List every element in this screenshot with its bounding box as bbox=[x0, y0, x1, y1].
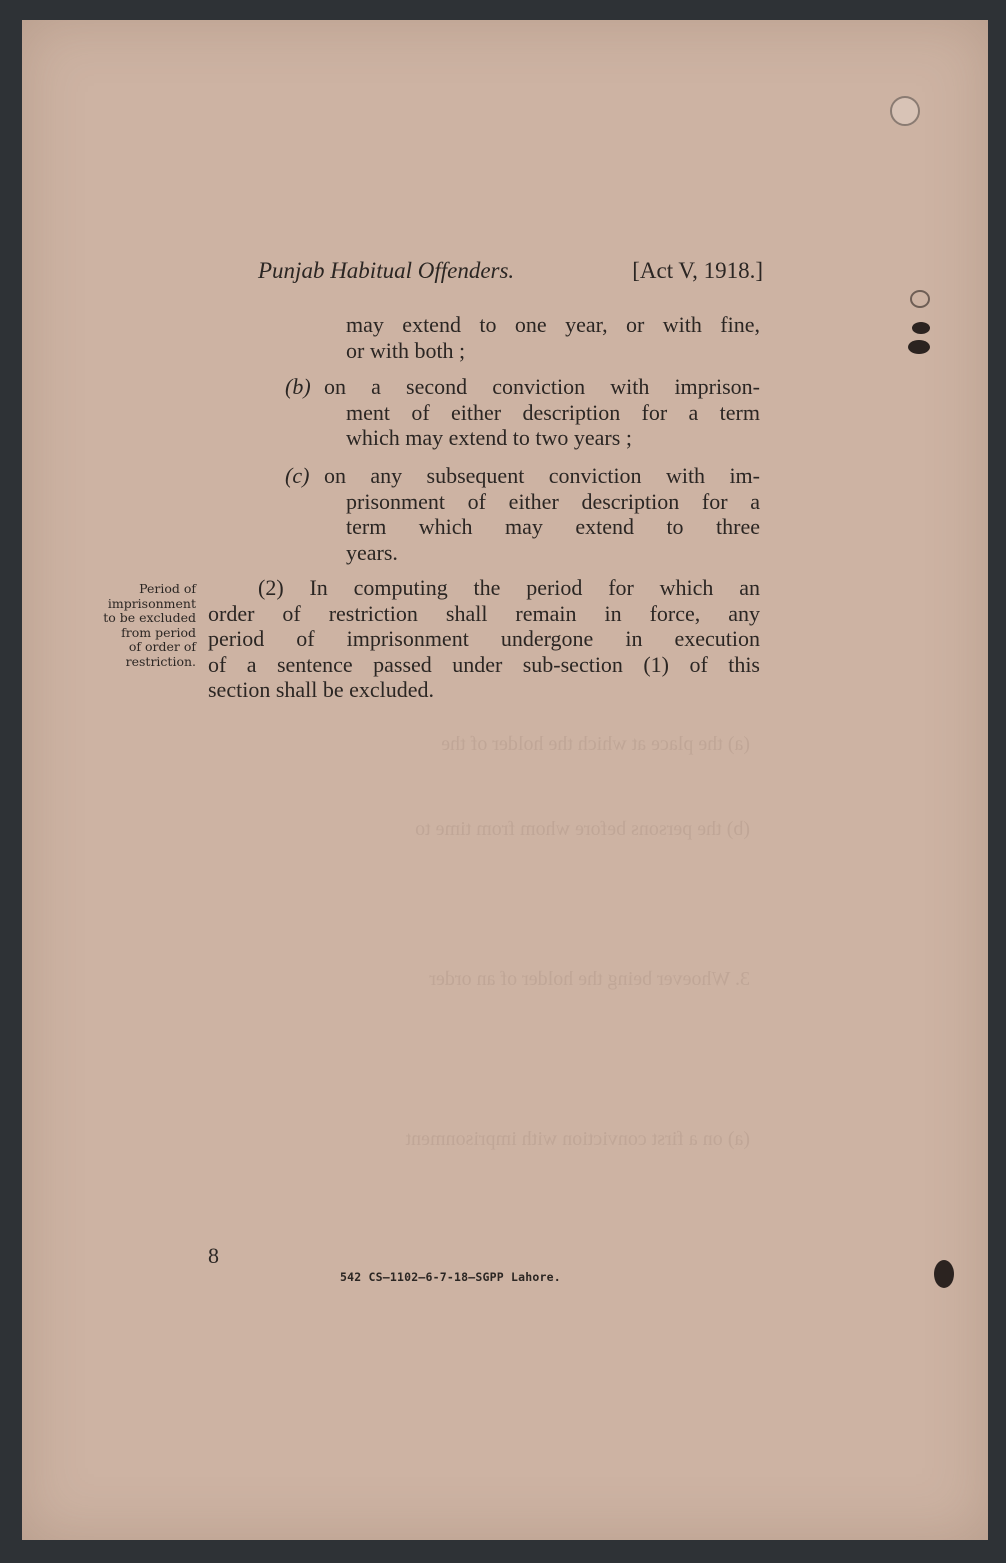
note-line: to be excluded bbox=[103, 610, 196, 625]
text-line: (2) In computing the period for which an bbox=[258, 575, 760, 600]
clause-c-label: (c) bbox=[285, 463, 310, 488]
clause-b-label: (b) bbox=[285, 374, 311, 399]
text-line: which may extend to two years ; bbox=[346, 425, 632, 450]
punch-hole bbox=[912, 322, 930, 334]
page-number: 8 bbox=[208, 1243, 219, 1268]
text-line: years. bbox=[346, 539, 398, 565]
subsection-2-text bbox=[208, 575, 760, 703]
text-line: term which may extend to three bbox=[346, 514, 760, 539]
document-page bbox=[22, 20, 988, 1540]
text-line: of a sentence passed under sub-section (1) of this bbox=[208, 651, 760, 677]
punch-hole bbox=[910, 290, 930, 308]
text-line: on any subsequent conviction with im- bbox=[324, 463, 760, 488]
note-line: imprisonment bbox=[107, 595, 196, 611]
text-line: or with both ; bbox=[346, 337, 466, 363]
text-line: may extend to one year, or with fine, bbox=[346, 312, 760, 337]
text-line: section shall be excluded. bbox=[208, 677, 435, 702]
note-line: of order of bbox=[128, 639, 196, 654]
note-line: Period of bbox=[139, 581, 196, 596]
clause-c-text bbox=[324, 463, 760, 565]
text-line: on a second conviction with imprison- bbox=[324, 374, 760, 399]
text-line: order of restriction shall remain in force, any bbox=[208, 600, 760, 626]
text-line: prisonment of either description for a bbox=[346, 488, 760, 514]
printer-imprint: 542 CS—1102—6-7-18—SGPP Lahore. bbox=[340, 1270, 561, 1284]
running-header bbox=[258, 258, 763, 284]
header-title: Punjab Habitual Offenders. bbox=[258, 258, 515, 283]
punch-hole bbox=[934, 1260, 954, 1288]
continuation-text bbox=[346, 312, 760, 363]
header-act: [Act V, 1918.] bbox=[632, 258, 763, 283]
text-line: period of imprisonment undergone in execution bbox=[208, 626, 760, 651]
note-line: restriction. bbox=[125, 653, 196, 669]
punch-hole bbox=[890, 96, 920, 126]
text-line: ment of either description for a term bbox=[346, 399, 760, 425]
punch-hole bbox=[908, 340, 930, 354]
note-line: from period bbox=[121, 624, 196, 640]
clause-b-text bbox=[324, 374, 760, 451]
margin-note bbox=[90, 582, 196, 669]
